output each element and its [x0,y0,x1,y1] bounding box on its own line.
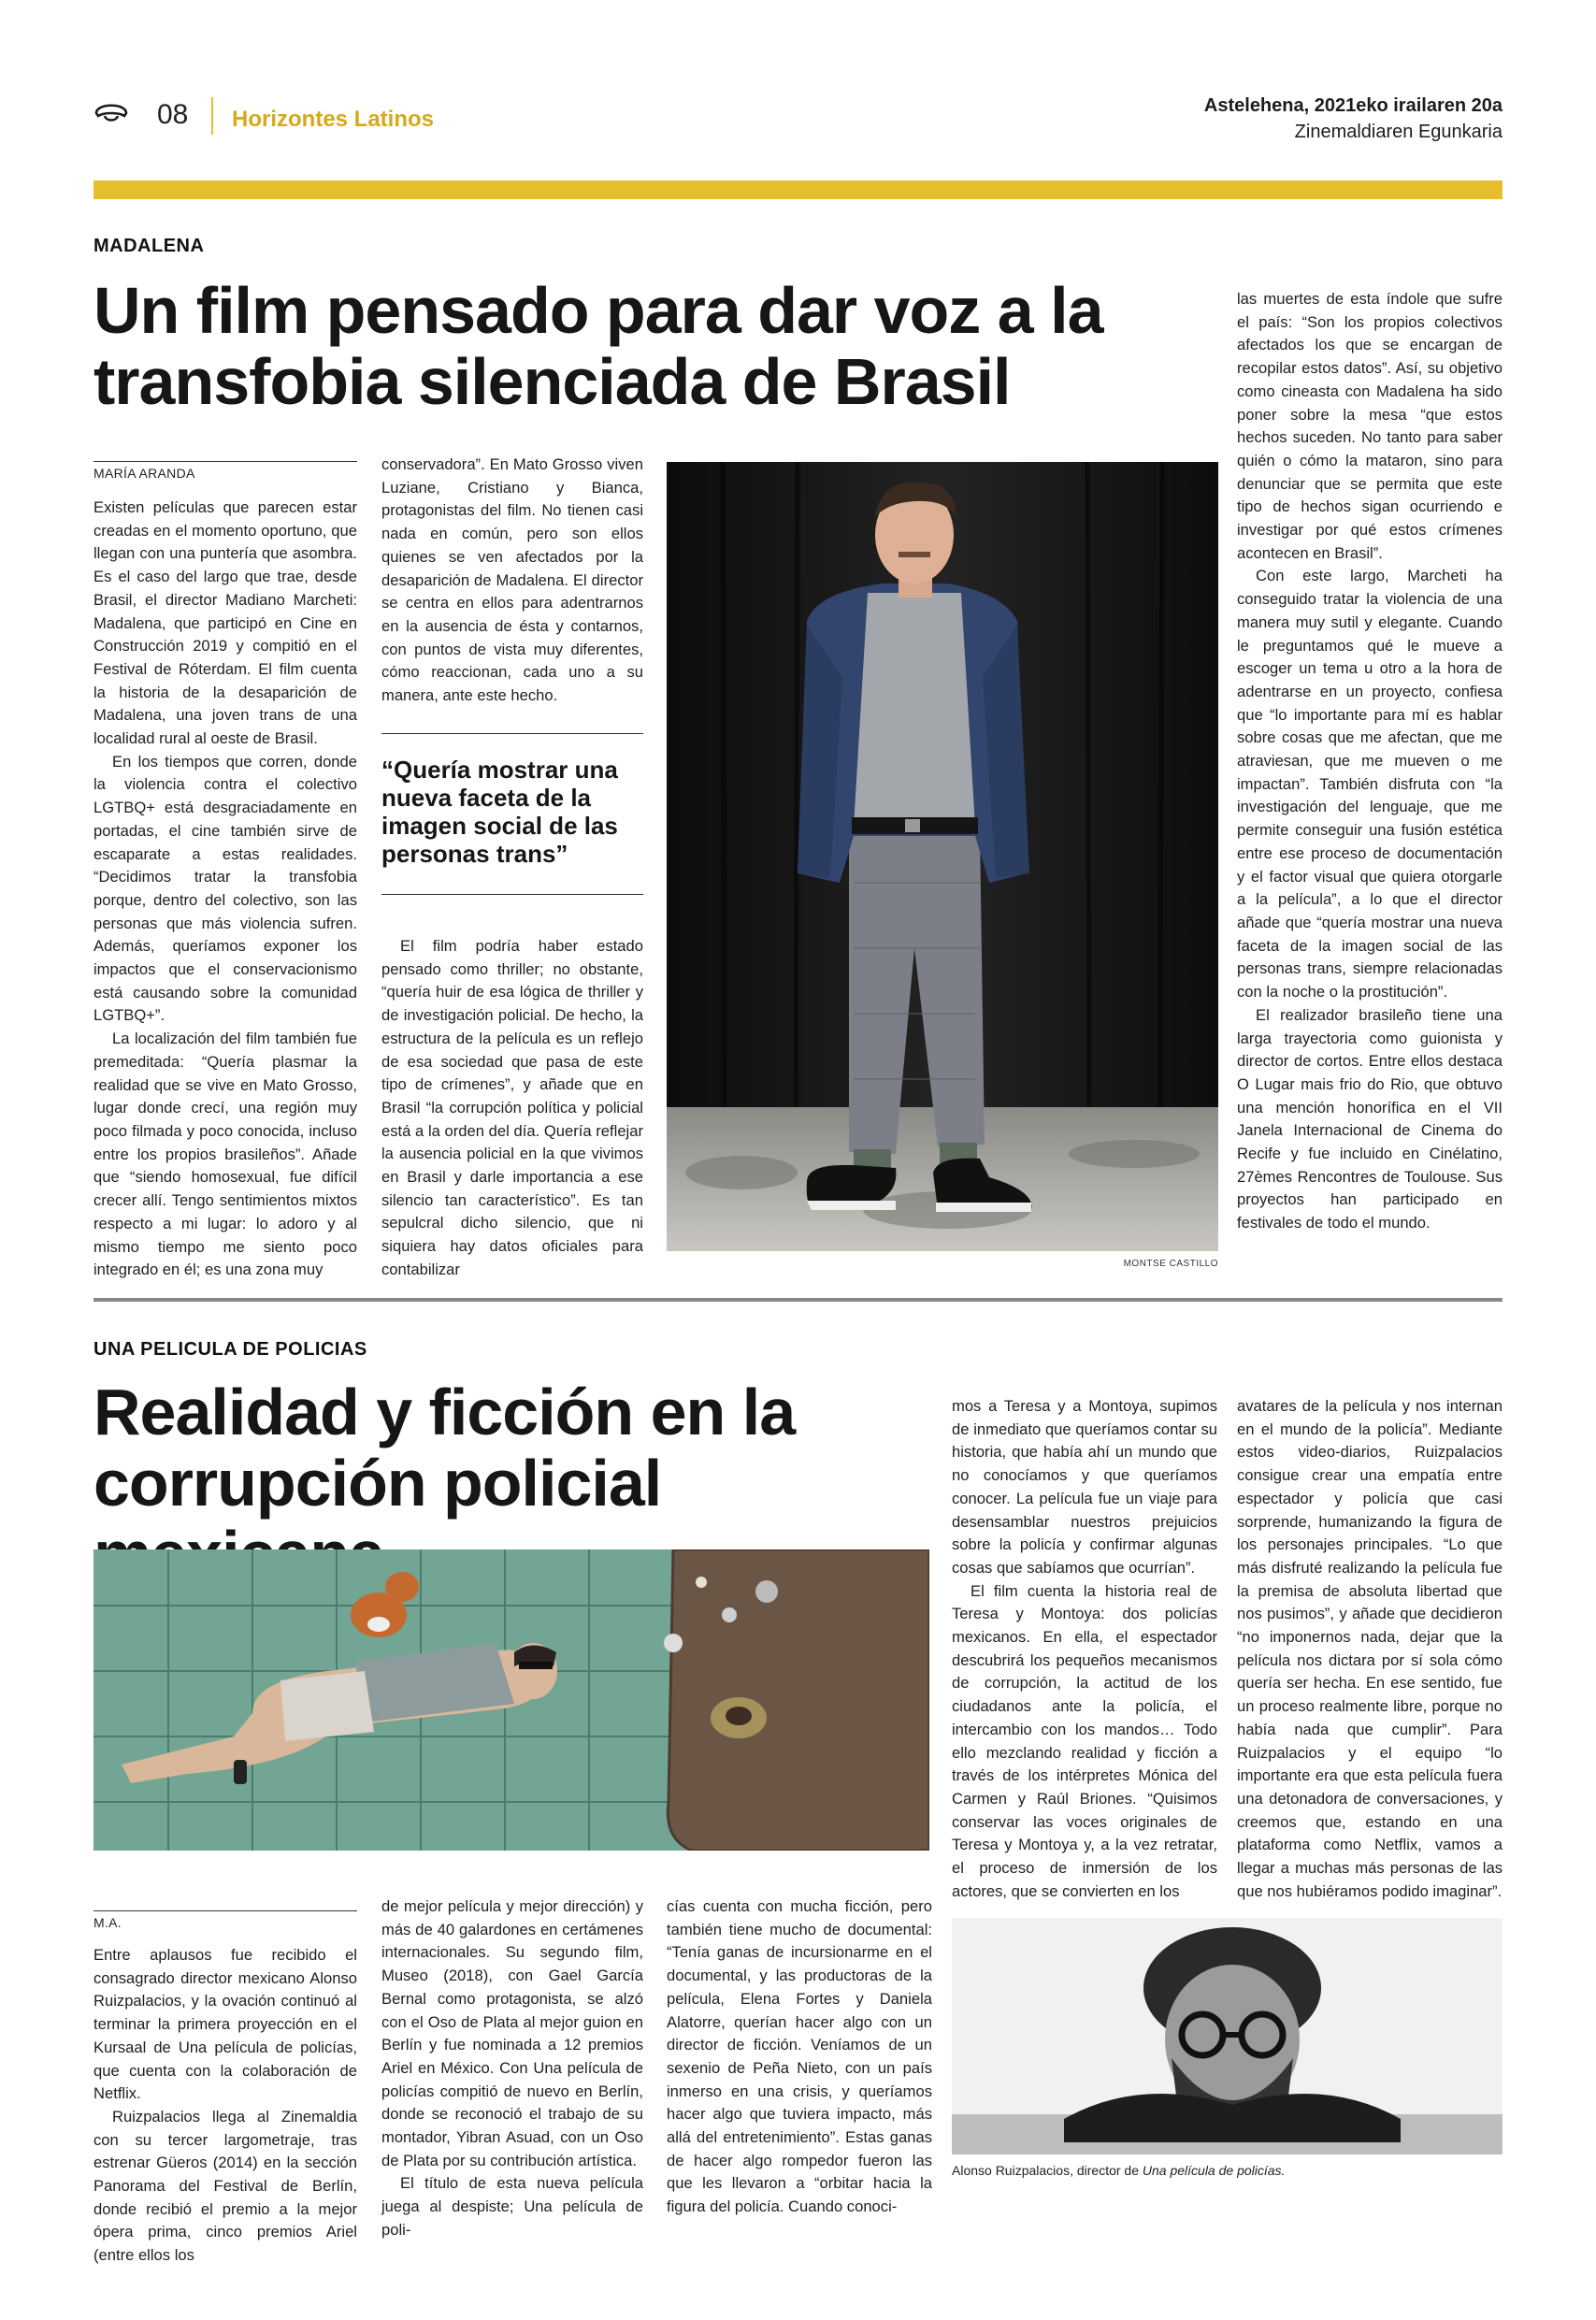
director-bw-photo [952,1918,1503,2154]
pullquote-rule-top [381,733,643,734]
paragraph: Existen películas que parecen estar creadas en el momento oportuno, que llegan con una puntería que asombra. Es el caso del largo que trae, desde Brasil, el director Madiano Marcheti: Madalena, que participó en Cine en Construcción 2019 y compitió en el Festival de Róterdam. El film cuenta la historia de la desaparición de Madalena, una joven trans de una localidad rural al oeste de Brasil. [93,498,357,748]
photo-caption [952,2163,1503,2178]
paragraph: las muertes de esta índole que sufre el país: “Son los propios colectivos afectados los que se encargan de recopilar estos datos”. Así, su objetivo como cineasta con Madalena ha sido poner sobre la mesa “que estos hechos suceden. No tanto para saber quién o cómo la mataron, sino para denunciar que se permita que este tipo de hechos sigan ocurriendo e investigar por qué estos crímenes acontecen en Brasil”. [1237,290,1503,562]
paragraph: avatares de la película y nos internan en el mundo de la policía”. Mediante estos video-diarios, Ruizpalacios consigue crear una empatía entre espectador y policía que casi sorprende, humanizando la figura de los personajes principales. “Lo que más disfruté realizando la película fue la premisa de absoluta libertad que nos pusimos”, y añade que decidieron “no imponernos nada, dejar que la película nos dictara por sí sola cómo quería ser hecha. En ese sentido, fue un proceso realmente libre, porque no había nada que cumplir”. Para Ruizpalacios y el equipo “lo importante era que esta película fuera una detonadora de conversaciones, y creemos que, estando en una plataforma como Netflix, vamos a llegar a muchas más personas de las que nos hubiéramos podido imaginar”. [1237,1397,1503,1900]
page-number: 08 [157,99,189,130]
paragraph: conservadora”. En Mato Grosso viven Luziane, Cristiano y Bianca, protagonistas del film. No tienen casi nada en común, pero son ellos quienes se ven afectados por la desaparición de Madalena. El director se centra en ellos para adentrarnos en la ausencia de ésta y contarnos, con puntos de vista muy diferentes, cómo reaccionan, cada uno a su manera, ante este hecho. [381,455,643,705]
page-header [93,94,1503,150]
article2-column-4-top [1237,1395,1503,1903]
paragraph: de mejor película y mejor dirección) y más de 40 galardones en certámenes internacionales. Su segundo film, Museo (2018), con Gael García Bernal como protagonista, se alzó con el Oso de Plata al mejor guion en Berlín y fue nominada a 12 premios Ariel en México. Con Una película de policías compitió de nuevo en Berlín, donde se reconoció el trabajo de su montador, Yibran Asuad, con un Oso de Plata por su contribución artística. [381,1897,643,2169]
paragraph: cías cuenta con mucha ficción, pero también tiene mucho de documental: “Tenía ganas de incursionarme en el documental, y las productoras de la película, Elena Fortes y Daniela Alatorre, querían hacer algo con un director de ficción. Veníamos de un sexenio de Peña Nieto, con un país inmerso en una crisis, y queríamos hacer algo que tuviera impacto, más allá del entretenimiento”. Estas ganas de hacer algo rompedor fueron las que les llevaron a “orbitar hacia la figura del policía. Cuando conoci- [667,1897,932,2216]
paragraph: El film podría haber estado pensado como thriller; no obstante, “quería huir de esa lógica de thriller y de investigación policial. De hecho, la estructura de la película es un reflejo de esa sociedad que pasa de este tipo de crímenes”, y añade que en Brasil “la corrupción política y policial está a la orden del día. Quería reflejar la ausencia policial en la que vivimos en Brasil y darle importancia a ese silencio tan característico”. Es tan sepulcral dicho silencio, que ni siquiera hay datos oficiales para contabilizar [381,937,643,1278]
paragraph: mos a Teresa y a Montoya, supimos de inmediato que queríamos contar su historia, que había ahí un mundo que no conocíamos y que queríamos conocer. La película fue un viaje para desensamblar nuestros prejuicios sobre la policía y confirmar algunas cosas que sabíamos que ocurrían”. [952,1397,1217,1577]
caption-film-title: Una película de policías. [1142,2163,1286,2178]
article2-column-3 [667,1895,932,2219]
paragraph: El realizador brasileño tiene una larga trayectoria como guionista y director de cortos. Entre ellos destaca O Lugar mais frio do Rio, que obtuvo una mención honorífica en el VII Janela Internacional de Cinema do Recife y fue incluido en Cinélatino, 27èmes Rencontres de Toulouse. Sus proyectos han participado en festivales de todo el mundo. [1237,1005,1503,1232]
article1-headline: Un film pensado para dar voz a la transfobia silenciada de Brasil [93,274,1103,418]
article2-kicker: UNA PELICULA DE POLICIAS [93,1339,367,1360]
caption-text: Alonso Ruizpalacios, director de [952,2163,1143,2178]
article1-byline: MARÍA ARANDA [93,461,357,481]
issue-date: Astelehena, 2021eko irailaren 20a [1203,95,1503,116]
header-accent-bar [93,180,1503,199]
article1-column-1 [93,497,357,1282]
paragraph: Con este largo, Marcheti ha conseguido tratar la violencia de una manera muy sutil y elegante. Cuando le preguntamos qué le mueve a escoger un tema u otro a la hora de adentrarse en un proyecto, confiesa que “lo importante para mí es hablar sobre cosas que me afectan, que me atraviesan, que me mueven o me impactan”. También disfruta con “la investigación del lenguaje, que me permite conseguir una fusión estética entre ese proceso de documentación y el factor visual que quiera otorgarle a la película”, a lo que el director añade que “quería mostrar una nueva faceta de la imagen social de las personas trans, siempre relacionadas con la noche o la prostitución”. [1237,567,1503,1001]
paragraph: El film cuenta la historia real de Teresa y Montoya: dos policías mexicanos. En ella, el espectador descubrirá los pequeños mecanismos de corrupción, la actitud de los ciudadanos ante la policía, el intercambio con los mandos… Todo ello mezclando realidad y ficción a través de los intérpretes Mónica del Carmen y Raúl Briones. “Quisimos conservar las voces originales de Teresa y Montoya y, a la vez retratar, el proceso de inmersión de los actores, que se convierten en los [952,1581,1217,1900]
festival-logo-icon [93,97,129,125]
article1-column-2-top [381,454,643,708]
article2-column-1 [93,1944,357,2268]
article1-column-3 [1237,288,1503,1235]
pullquote-rule-bottom [381,894,643,895]
paragraph: La localización del film también fue premeditada: “Quería plasmar la realidad que se vive en Mato Grosso, lugar donde crecí, una región muy poco filmada y poco conocida, incluso entre los propios brasileños”. Añade que “siendo homosexual, fue difícil crecer allí. Tengo sentimientos mixtos respecto a mi lugar: lo adoro y al mismo tiempo me siento poco integrado en él; es una zona muy [93,1030,357,1279]
publication-name: Zinemaldiaren Egunkaria [1294,122,1503,142]
section-name: Horizontes Latinos [232,107,435,132]
photo-credit: MONTSE CASTILLO [1123,1259,1218,1269]
director-portrait-photo [667,462,1218,1251]
article2-column-3-top [952,1395,1217,1903]
article2-byline: M.A. [93,1910,357,1930]
article2-headline: Realidad y ficción en la corrupción policial [93,1376,796,1520]
article1-kicker: MADALENA [93,236,205,256]
paragraph: El título de esta nueva película juega al despiste; Una película de poli- [381,2174,643,2239]
pullquote: “Quería mostrar una nueva faceta de la imagen social de las personas trans” [381,756,618,868]
article2-column-2 [381,1895,643,2242]
paragraph: En los tiempos que corren, donde la violencia contra el colectivo LGTBQ+ está desgraciadamente en portadas, el cine también sirve de escaparate a estas realidades. “Decidimos tratar la transfobia porque, dentro del colectivo, son las personas que más violencia sufren. Además, queríamos exponer los impactos que el conservacionismo está causando sobre la comunidad LGTBQ+”. [93,752,357,1025]
article-divider [93,1298,1503,1302]
film-still-photo [93,1549,929,1851]
paragraph: Ruizpalacios llega al Zinemaldia con su tercer largometraje, tras estrenar Güeros (2014) en la sección Panorama del Festival de Berlín, donde recibió el premio a la mejor ópera prima, cinco premios Ariel (entre ellos los [93,2107,357,2265]
paragraph: Entre aplausos fue recibido el consagrado director mexicano Alonso Ruizpalacios, y la ovación continuó al terminar la primera proyección en el Kursaal de Una película de policías, que cuenta con la colaboración de Netflix. [93,1946,357,2103]
header-divider [211,97,213,135]
article1-column-2-bottom [381,935,643,1282]
